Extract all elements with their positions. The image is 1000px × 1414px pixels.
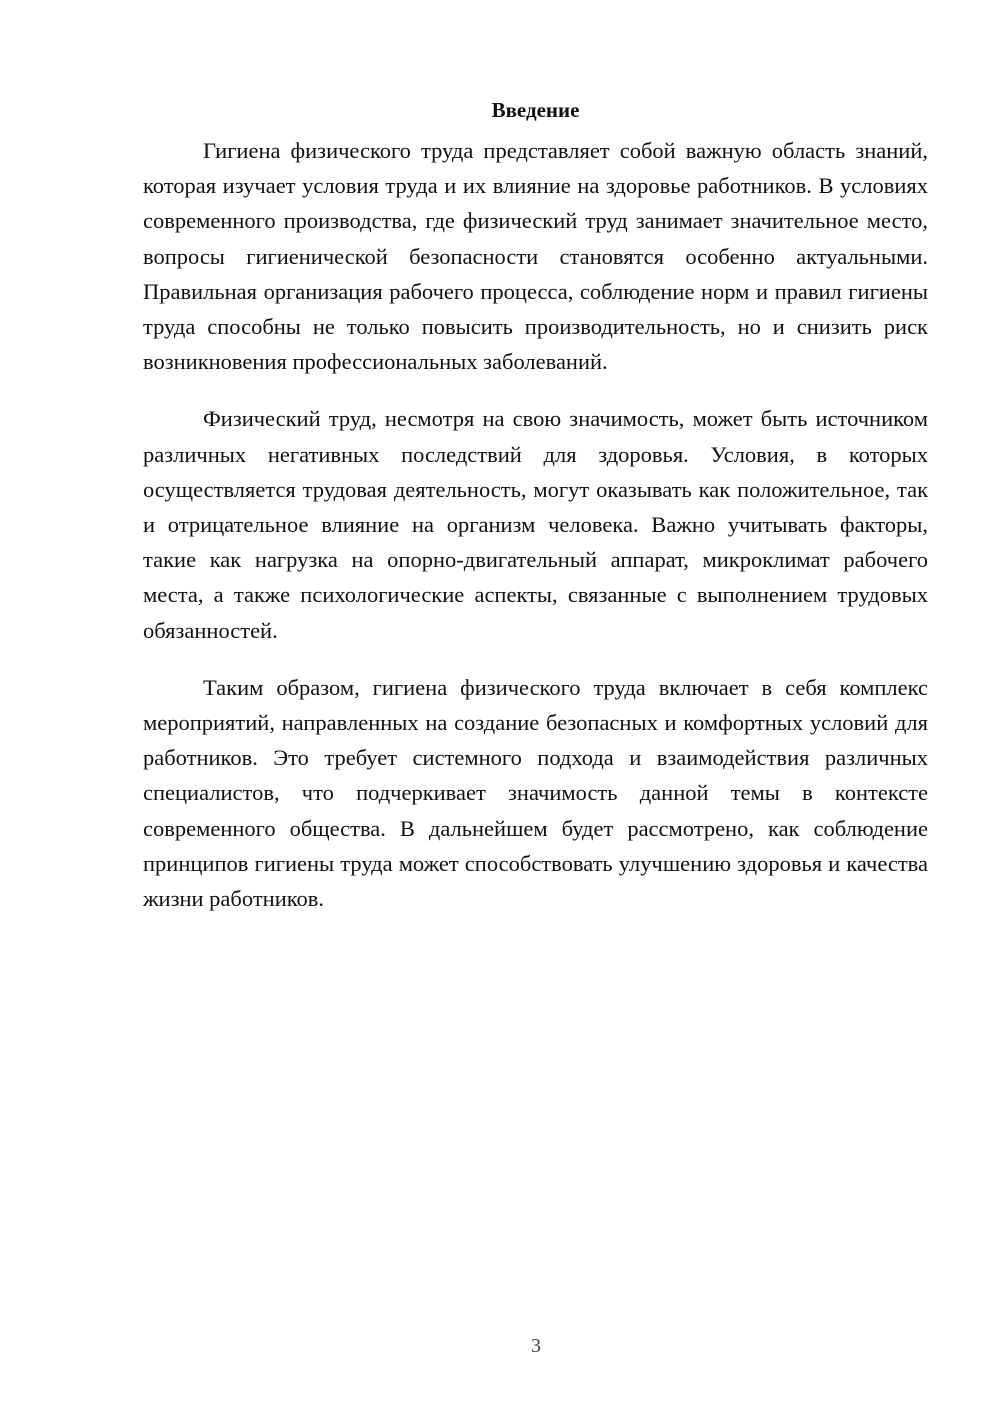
paragraph-2: Физический труд, несмотря на свою значимость, может быть источником различных негативных последствий для здоровья. Условия, в которых осуществляется трудовая деятельность, могут оказывать как положительное, так и отрицательное влияние на организм человека. Важно учитывать факторы, такие как нагрузка на опорно-двигательный аппарат, микроклимат рабочего места, а также психологические аспекты, связанные с выполнением трудовых обязанностей. — [143, 406, 928, 643]
page-content — [143, 94, 928, 938]
section-heading: Введение — [491, 98, 580, 122]
page-number: 3 — [531, 1335, 541, 1357]
paragraph-1: Гигиена физического труда представляет собой важную область знаний, которая изучает условия труда и их влияние на здоровье работников. В условиях современного производства, где физический труд занимает значительное место, вопросы гигиенической безопасности становятся особенно актуальными. Правильная организация рабочего процесса, соблюдение норм и правил гигиены труда способны не только повысить производительность, но и снизить риск возникновения профессиональных заболеваний. — [143, 138, 928, 375]
paragraph-3: Таким образом, гигиена физического труда включает в себя комплекс мероприятий, направленных на создание безопасных и комфортных условий для работников. Это требует системного подхода и взаимодействия различных специалистов, что подчеркивает значимость данной темы в контексте современного общества. В дальнейшем будет рассмотрено, как соблюдение принципов гигиены труда может способствовать улучшению здоровья и качества жизни работников. — [143, 674, 928, 912]
